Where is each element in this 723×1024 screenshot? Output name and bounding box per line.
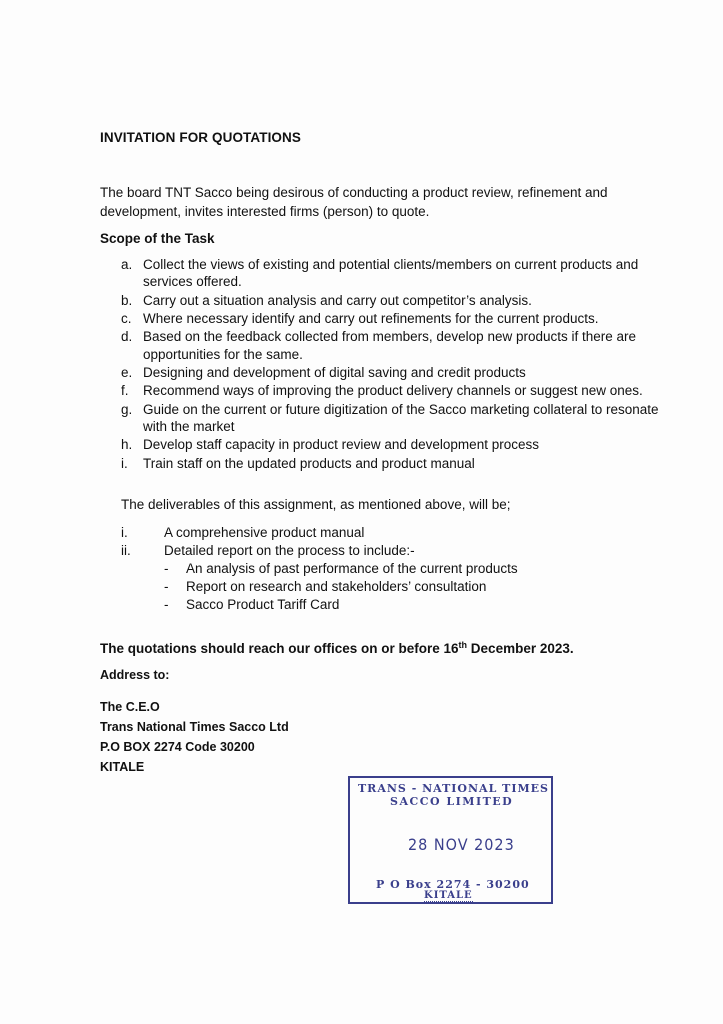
- stamp-town: KITALE: [424, 890, 473, 901]
- task-list: [121, 256, 661, 473]
- list-item: [121, 542, 641, 614]
- list-item: [121, 364, 661, 381]
- ordinal-suffix: th: [458, 640, 468, 650]
- list-item-text: Develop staff capacity in product review and development process: [143, 437, 539, 453]
- list-item-text: Carry out a situation analysis and carry out competitor’s analysis.: [143, 292, 532, 308]
- list-item-text: Sacco Product Tariff Card: [186, 597, 340, 612]
- scope-heading: Scope of the Task: [100, 231, 215, 246]
- list-marker: e.: [121, 364, 133, 380]
- address-block: [100, 697, 289, 777]
- list-item: [121, 524, 641, 542]
- list-item-text: Guide on the current or future digitization of the Sacco marketing collateral to resonate with the market: [143, 401, 659, 434]
- list-item-text: Train staff on the updated products and product manual: [143, 455, 475, 471]
- address-line: P.O BOX 2274 Code 30200: [100, 740, 255, 754]
- list-marker: c.: [121, 310, 132, 326]
- list-item: [121, 310, 661, 327]
- list-marker: g.: [121, 401, 133, 417]
- stamp-po-box: P O Box 2274 - 30200: [376, 878, 530, 891]
- list-marker: -: [164, 561, 169, 576]
- list-marker: d.: [121, 329, 133, 345]
- list-item: [164, 596, 641, 614]
- deliverables-list: [121, 524, 641, 614]
- list-item: [164, 578, 641, 596]
- list-marker: f.: [121, 383, 129, 399]
- list-marker: b.: [121, 292, 133, 308]
- list-item: [121, 455, 661, 472]
- list-item-text: Detailed report on the process to include:-: [164, 543, 415, 558]
- list-marker: ii.: [121, 543, 131, 558]
- deliverables-intro: The deliverables of this assignment, as mentioned above, will be;: [121, 497, 511, 512]
- list-item: [121, 256, 661, 290]
- list-item-text: Collect the views of existing and potential clients/members on current products and services offered.: [143, 257, 639, 290]
- list-marker: -: [164, 597, 169, 612]
- report-items-list: [164, 560, 641, 614]
- list-item: [121, 382, 661, 399]
- address-line: KITALE: [100, 760, 145, 774]
- closing-text-end: December 2023.: [467, 641, 574, 656]
- list-item-text: Based on the feedback collected from members, develop new products if there are opportunities for the same.: [143, 329, 637, 362]
- list-item: [121, 401, 661, 435]
- stamp-org-name: TRANS - NATIONAL TIMES: [358, 782, 549, 795]
- list-marker: a.: [121, 257, 133, 272]
- list-marker: h.: [121, 437, 133, 453]
- closing-statement: [100, 640, 574, 656]
- address-line: Trans National Times Sacco Ltd: [100, 720, 289, 734]
- stamp-org-type: SACCO LIMITED: [390, 795, 514, 808]
- list-item: [121, 328, 661, 362]
- list-marker: i.: [121, 525, 128, 540]
- list-item-text: Report on research and stakeholders’ consultation: [186, 579, 487, 594]
- stamp-date: 28 NOV 2023: [408, 835, 515, 854]
- intro-paragraph: The board TNT Sacco being desirous of conducting a product review, refinement and development, invites interested firms (person) to quote.: [100, 185, 608, 219]
- list-item-text: A comprehensive product manual: [164, 525, 365, 540]
- list-item: [121, 436, 661, 453]
- list-item: [164, 560, 641, 578]
- address-label: Address to:: [100, 668, 170, 682]
- list-marker: i.: [121, 455, 128, 471]
- address-line: The C.E.O: [100, 700, 160, 714]
- list-item: [121, 292, 661, 309]
- list-item-text: An analysis of past performance of the current products: [186, 561, 518, 576]
- list-item-text: Recommend ways of improving the product delivery channels or suggest new ones.: [143, 383, 643, 399]
- list-item-text: Designing and development of digital saving and credit products: [143, 364, 526, 380]
- closing-text: The quotations should reach our offices on or before 16: [100, 641, 459, 656]
- list-marker: -: [164, 579, 169, 594]
- document-title: INVITATION FOR QUOTATIONS: [100, 130, 301, 145]
- received-stamp: [348, 776, 553, 904]
- list-item-text: Where necessary identify and carry out refinements for the current products.: [143, 310, 599, 326]
